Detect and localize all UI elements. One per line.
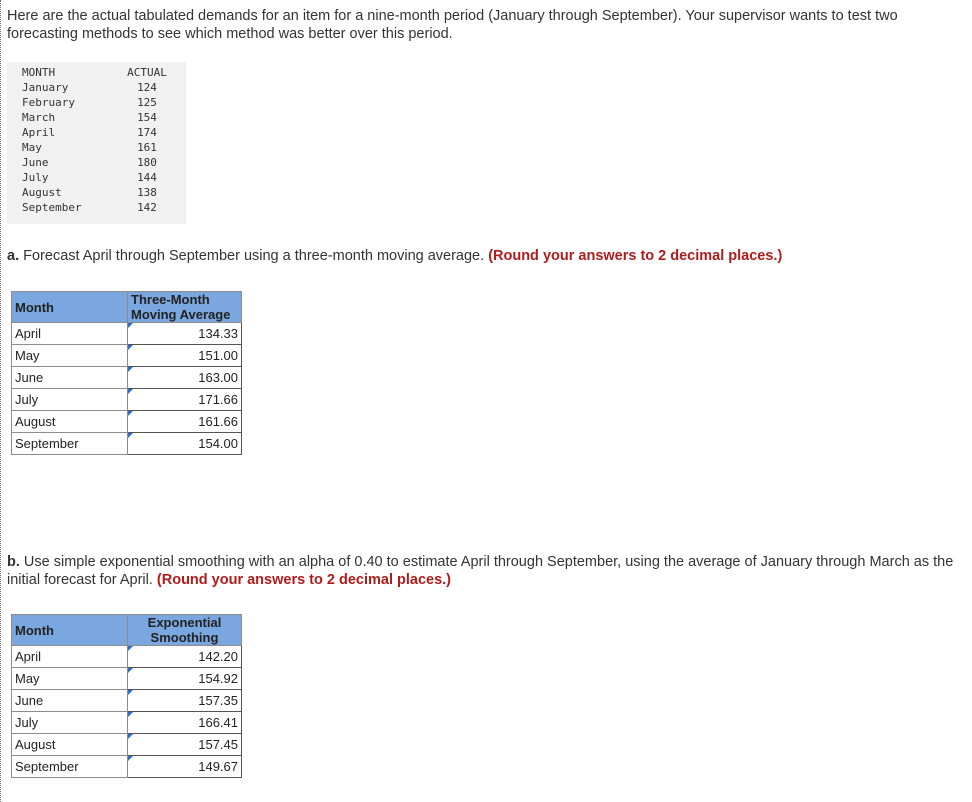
answer-input[interactable]: [128, 668, 242, 690]
part-a-question: [7, 247, 957, 265]
part-b-round-note: (Round your answers to 2 decimal places.): [156, 572, 452, 588]
answer-input[interactable]: [128, 646, 242, 668]
actual-cell: 125: [137, 96, 157, 109]
month-cell: August: [12, 734, 128, 756]
part-a-text: Forecast April through September using a three-month moving average.: [23, 248, 485, 264]
month-cell: April: [12, 323, 128, 345]
month-column-header: Month: [12, 292, 128, 323]
input-marker-icon: [128, 646, 133, 651]
answer-input[interactable]: [128, 756, 242, 778]
header-line: Smoothing: [150, 630, 219, 645]
month-cell: May: [22, 141, 42, 154]
answer-input[interactable]: [128, 712, 242, 734]
month-cell: January: [22, 81, 69, 94]
answer-value: 171.66: [198, 392, 238, 407]
month-cell: June: [12, 367, 128, 389]
month-cell: September: [12, 756, 128, 778]
part-a-round-note: (Round your answers to 2 decimal places.): [488, 248, 783, 264]
answer-value: 151.00: [198, 348, 238, 363]
table-row: [12, 389, 242, 411]
answer-value: 166.41: [198, 715, 238, 730]
answer-input[interactable]: [128, 389, 242, 411]
actual-cell: 154: [137, 111, 157, 124]
month-cell: August: [12, 411, 128, 433]
month-cell: May: [12, 668, 128, 690]
month-cell: September: [22, 201, 82, 214]
table-row: [12, 712, 242, 734]
answer-value: 154.00: [198, 436, 238, 451]
answer-input[interactable]: [128, 345, 242, 367]
month-cell: February: [22, 96, 75, 109]
demand-data-box: [7, 62, 186, 224]
month-cell: April: [22, 126, 56, 139]
table-row: [12, 668, 242, 690]
input-marker-icon: [128, 756, 133, 761]
actual-cell: 142: [137, 201, 157, 214]
month-cell: April: [12, 646, 128, 668]
answer-value: 163.00: [198, 370, 238, 385]
month-cell: July: [22, 171, 49, 184]
input-marker-icon: [128, 345, 133, 350]
month-cell: August: [22, 186, 62, 199]
table-row: [12, 433, 242, 455]
actual-cell: 180: [137, 156, 157, 169]
intro-paragraph: Here are the actual tabulated demands for an item for a nine-month period (January through September). Your supervisor wants to test two forecasting methods to see which method was better over this period.: [7, 8, 898, 42]
month-column: [22, 65, 82, 215]
exponential-smoothing-table: [11, 614, 242, 778]
answer-input[interactable]: [128, 323, 242, 345]
actual-cell: 144: [137, 171, 157, 184]
table-row: [12, 323, 242, 345]
answer-value: 142.20: [198, 649, 238, 664]
month-cell: July: [12, 389, 128, 411]
month-cell: May: [12, 345, 128, 367]
table-row: [12, 734, 242, 756]
actual-cell: 174: [137, 126, 157, 139]
answer-value: 157.35: [198, 693, 238, 708]
header-line: Exponential: [147, 615, 222, 630]
input-marker-icon: [128, 367, 133, 372]
answer-input[interactable]: [128, 433, 242, 455]
actual-column-header: ACTUAL: [127, 66, 167, 79]
answer-value: 154.92: [198, 671, 238, 686]
left-dotted-rule: [0, 0, 1, 802]
table-row: [12, 690, 242, 712]
input-marker-icon: [128, 690, 133, 695]
actual-cell: 124: [137, 81, 157, 94]
table-row: [12, 756, 242, 778]
answer-value: 161.66: [198, 414, 238, 429]
input-marker-icon: [128, 411, 133, 416]
header-line: Moving Average: [131, 307, 231, 322]
exponential-smoothing-column-header: [128, 615, 242, 646]
month-cell: June: [12, 690, 128, 712]
input-marker-icon: [128, 389, 133, 394]
input-marker-icon: [128, 323, 133, 328]
month-cell: September: [12, 433, 128, 455]
part-b-question: [7, 553, 957, 589]
moving-average-table: [11, 291, 242, 455]
moving-average-column-header: [128, 292, 242, 323]
answer-value: 157.45: [198, 737, 238, 752]
input-marker-icon: [128, 734, 133, 739]
month-cell: March: [22, 111, 56, 124]
part-b-text: Use simple exponential smoothing with an alpha of 0.40 to estimate April through September, using the average of January through March as the initial forecast for April.: [7, 554, 954, 588]
actual-cell: 161: [137, 141, 157, 154]
actual-column: [122, 65, 172, 215]
answer-value: 149.67: [198, 759, 238, 774]
table-row: [12, 411, 242, 433]
answer-input[interactable]: [128, 734, 242, 756]
month-cell: July: [12, 712, 128, 734]
header-line: Three-Month: [131, 292, 210, 307]
table-row: [12, 646, 242, 668]
actual-cell: 138: [137, 186, 157, 199]
month-column-header: MONTH: [22, 66, 56, 79]
input-marker-icon: [128, 668, 133, 673]
table-row: [12, 345, 242, 367]
answer-input[interactable]: [128, 367, 242, 389]
month-column-header: Month: [12, 615, 128, 646]
part-b-label: b.: [7, 554, 20, 570]
part-a-label: a.: [7, 248, 20, 264]
answer-input[interactable]: [128, 690, 242, 712]
month-cell: June: [22, 156, 49, 169]
input-marker-icon: [128, 433, 133, 438]
table-row: [12, 367, 242, 389]
input-marker-icon: [128, 712, 133, 717]
answer-value: 134.33: [198, 326, 238, 341]
answer-input[interactable]: [128, 411, 242, 433]
